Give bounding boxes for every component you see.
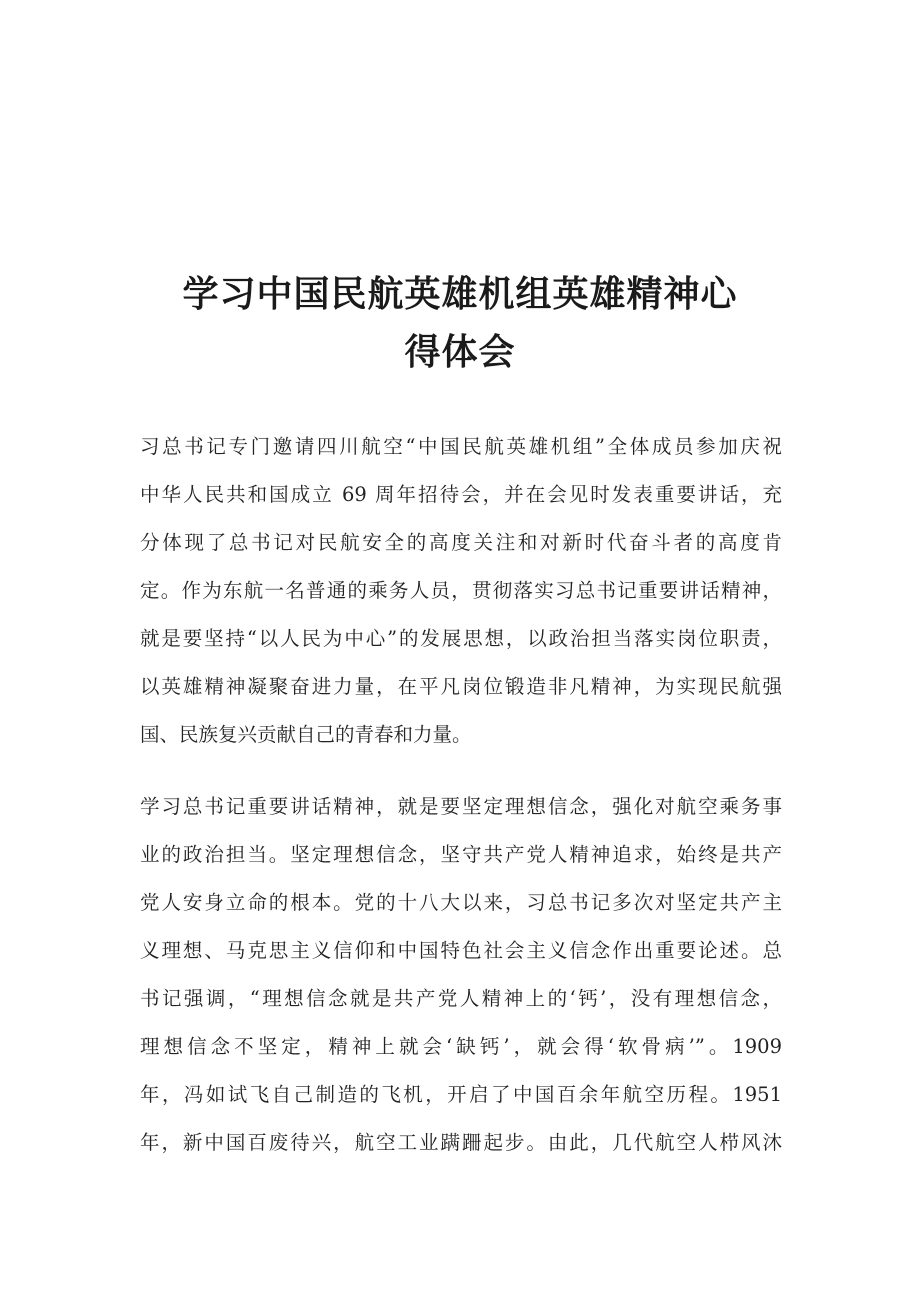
paragraph-2 [140,783,782,1167]
paragraph-line: 中华人民共和国成立 69 周年招待会，并在会见时发表重要讲话，充 [140,483,782,506]
paragraph-line: 就是要坚持“以人民为中心”的发展思想，以政治担当落实岗位职责， [140,627,782,650]
paragraph-line: 义理想、马克思主义信仰和中国特色社会主义信念作出重要论述。总 [140,939,782,962]
paragraph-line: 党人安身立命的根本。党的十八大以来，习总书记多次对坚定共产主 [140,891,782,914]
paragraph-line: 定。作为东航一名普通的乘务人员，贯彻落实习总书记重要讲话精神， [140,579,782,602]
paragraph-line: 年，新中国百废待兴，航空工业蹒跚起步。由此，几代航空人栉风沐 [140,1131,782,1154]
paragraph-line: 国、民族复兴贡献自己的青春和力量。 [140,723,472,746]
document-title [140,266,780,382]
title-line-1: 学习中国民航英雄机组英雄精神心 [182,274,738,315]
paragraph-line: 分体现了总书记对民航安全的高度关注和对新时代奋斗者的高度肯 [140,531,782,554]
title-line-2: 得体会 [404,332,516,373]
paragraph-1 [140,423,782,759]
paragraph-line: 理想信念不坚定，精神上就会‘缺钙’，就会得‘软骨病’”。1909 [140,1035,782,1058]
paragraph-line: 学习总书记重要讲话精神，就是要坚定理想信念，强化对航空乘务事 [140,795,782,818]
paragraph-line: 习总书记专门邀请四川航空“中国民航英雄机组”全体成员参加庆祝 [140,435,782,458]
paragraph-line: 年，冯如试飞自己制造的飞机，开启了中国百余年航空历程。1951 [140,1083,782,1106]
paragraph-line: 以英雄精神凝聚奋进力量，在平凡岗位锻造非凡精神，为实现民航强 [140,675,782,698]
paragraph-line: 书记强调，“理想信念就是共产党人精神上的‘钙’，没有理想信念， [140,987,782,1010]
paragraph-line: 业的政治担当。坚定理想信念，坚守共产党人精神追求，始终是共产 [140,843,782,866]
